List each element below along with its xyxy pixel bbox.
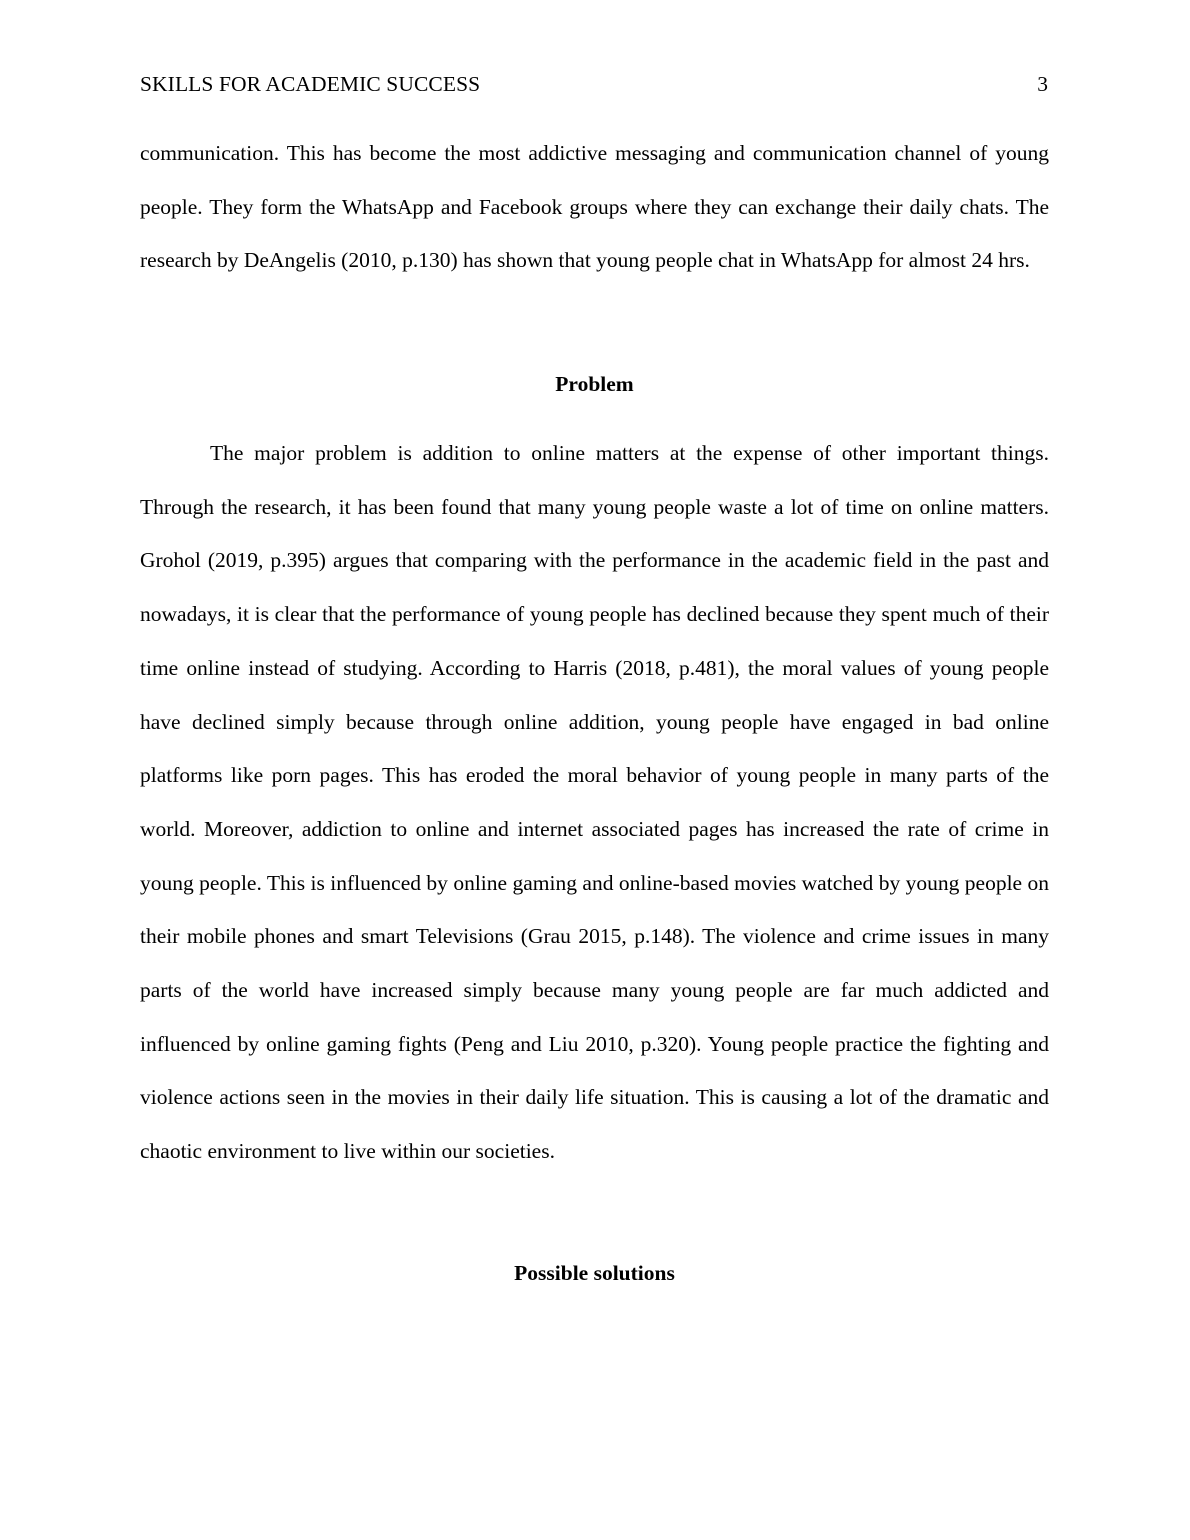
running-head: SKILLS FOR ACADEMIC SUCCESS bbox=[140, 72, 481, 96]
intro-paragraph: communication. This has become the most addictive messaging and communication channel of young people. They form the WhatsApp and Facebook groups where they can exchange their daily chats. The research by DeAngelis (2010, p.130) has shown that young people chat in WhatsApp for almost 24 hrs. bbox=[140, 141, 1049, 273]
page-number: 3 bbox=[1037, 72, 1048, 96]
page-header bbox=[140, 70, 1050, 98]
possible-solutions-heading: Possible solutions bbox=[514, 1261, 675, 1285]
problem-paragraph: The major problem is addition to online matters at the expense of other important things. Through the research, it has been found that many young people waste a lot of time on online matters. Grohol (2019, p.395) argues that comparing with the performance in the academic field in the past and nowadays, it is clear that the performance of young people has declined because they spent much of their time online instead of studying. According to Harris (2018, p.481), the moral values of young people have declined simply because through online addition, young people have engaged in bad online platforms like porn pages. This has eroded the moral behavior of young people in many parts of the world. Moreover, addiction to online and internet associated pages has increased the rate of crime in young people. This is influenced by online gaming and online-based movies watched by young people on their mobile phones and smart Televisions (Grau 2015, p.148). The violence and crime issues in many parts of the world have increased simply because many young people are far much addicted and influenced by online gaming fights (Peng and Liu 2010, p.320). Young people practice the fighting and violence actions seen in the movies in their daily life situation. This is causing a lot of the dramatic and chaotic environment to live within our societies. bbox=[140, 441, 1049, 1164]
problem-heading: Problem bbox=[555, 372, 634, 396]
